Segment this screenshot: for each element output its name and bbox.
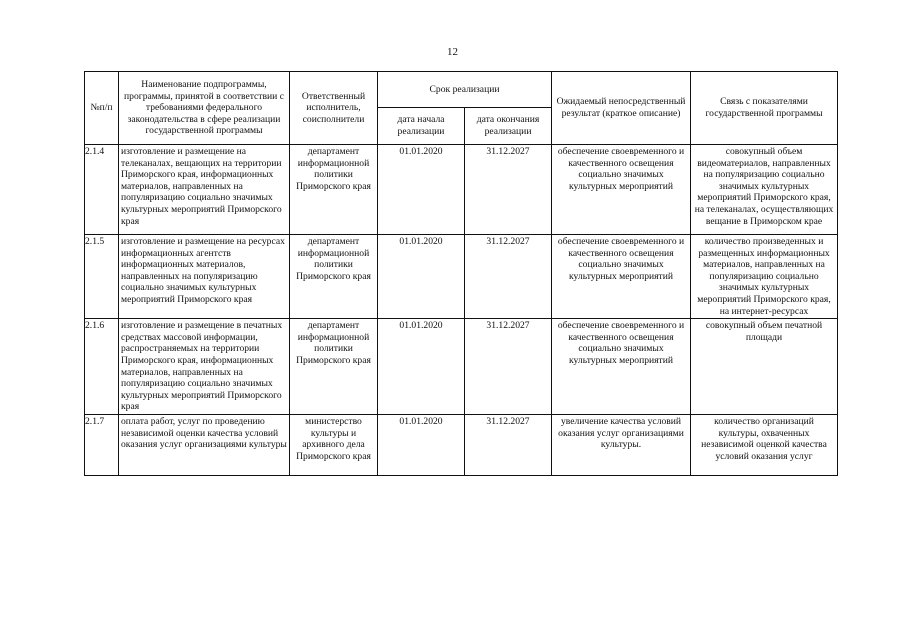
row-num: 2.1.4: [85, 145, 119, 235]
row-link: количество организаций культуры, охваченных независимой оценкой качества условий оказания услуг: [691, 415, 838, 476]
table-row: [85, 145, 838, 235]
row-link: совокупный объем печатной площади: [691, 319, 838, 415]
row-end: 31.12.2027: [465, 319, 552, 415]
row-num: 2.1.6: [85, 319, 119, 415]
header-start: дата начала реализации: [378, 108, 465, 145]
row-link: количество произведенных и размещенных информационных материалов, направленных на популяризацию социально значимых культурных мероприятий Приморского края, на интернет-ресурсах: [691, 235, 838, 319]
header-end: дата окончания реализации: [465, 108, 552, 145]
header-name: Наименование подпрограммы, программы, принятой в соответствии с требованиями федерального законодательства в сфере реализации государственной программы: [119, 72, 290, 145]
row-name: изготовление и размещение на телеканалах, вещающих на территории Приморского края, информационных материалов, направленных на популяризацию социально значимых культурных мероприятий Приморского края: [119, 145, 290, 235]
header-executor: Ответственный исполнитель, соисполнители: [290, 72, 378, 145]
row-link: совокупный объем видеоматериалов, направленных на популяризацию социально значимых культурных мероприятий Приморского края, на телеканалах, осуществляющих вещание в Приморском крае: [691, 145, 838, 235]
table-row: [85, 319, 838, 415]
row-start: 01.01.2020: [378, 415, 465, 476]
row-num: 2.1.7: [85, 415, 119, 476]
row-executor: департамент информационной политики Приморского края: [290, 319, 378, 415]
row-name: изготовление и размещение на ресурсах информационных агентств информационных материалов, направленных на популяризацию социально значимых культурных мероприятий Приморского края: [119, 235, 290, 319]
row-end: 31.12.2027: [465, 145, 552, 235]
header-num: №п/п: [85, 72, 119, 145]
row-start: 01.01.2020: [378, 319, 465, 415]
row-start: 01.01.2020: [378, 235, 465, 319]
row-end: 31.12.2027: [465, 235, 552, 319]
row-start: 01.01.2020: [378, 145, 465, 235]
row-name: изготовление и размещение в печатных средствах массовой информации, распространяемых на территории Приморского края, информационных материалов, направленных на популяризацию социально значимых культурных мероприятий Приморского края: [119, 319, 290, 415]
program-table: [84, 71, 838, 476]
table-row: [85, 235, 838, 319]
row-result: обеспечение своевременного и качественного освещения социально значимых культурных мероприятий: [552, 319, 691, 415]
row-name: оплата работ, услуг по проведению независимой оценки качества условий оказания услуг организациями культуры: [119, 415, 290, 476]
row-executor: департамент информационной политики Приморского края: [290, 235, 378, 319]
header-link: Связь с показателями государственной программы: [691, 72, 838, 145]
header-row: [85, 72, 838, 108]
header-result: Ожидаемый непосредственный результат (краткое описание): [552, 72, 691, 145]
row-result: увеличение качества условий оказания услуг организациями культуры.: [552, 415, 691, 476]
row-num: 2.1.5: [85, 235, 119, 319]
row-result: обеспечение своевременного и качественного освещения социально значимых культурных мероприятий: [552, 235, 691, 319]
row-result: обеспечение своевременного и качественного освещения социально значимых культурных мероприятий: [552, 145, 691, 235]
table-row: [85, 415, 838, 476]
header-period: Срок реализации: [378, 72, 552, 108]
page-number: 12: [447, 46, 458, 58]
row-executor: департамент информационной политики Приморского края: [290, 145, 378, 235]
row-end: 31.12.2027: [465, 415, 552, 476]
row-executor: министерство культуры и архивного дела Приморского края: [290, 415, 378, 476]
